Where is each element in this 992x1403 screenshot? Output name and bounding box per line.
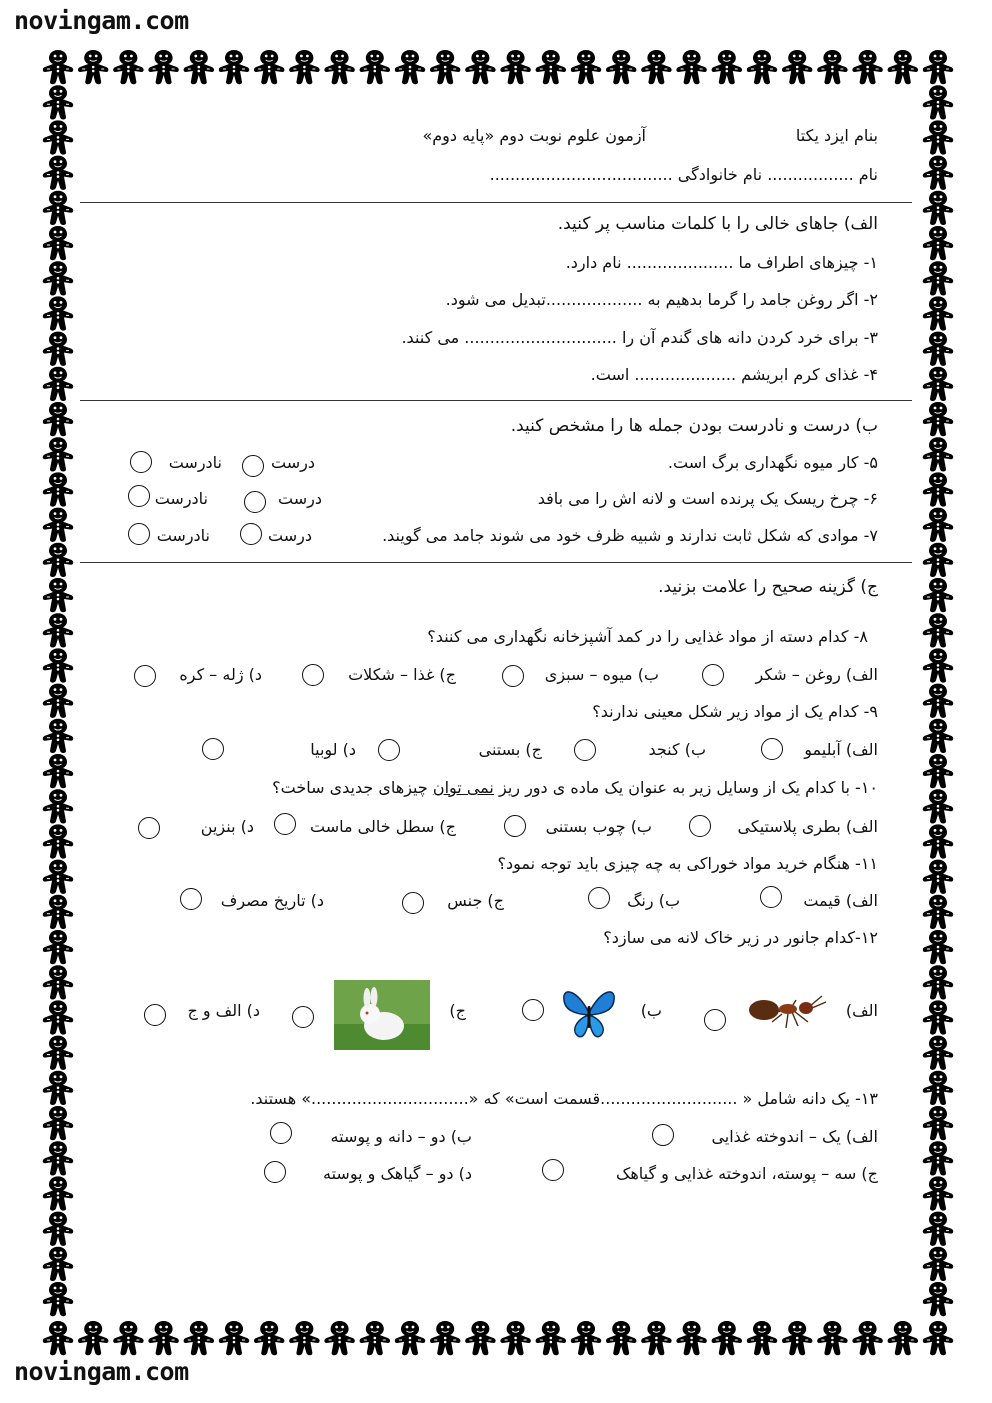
gingerbread-figure bbox=[43, 613, 74, 647]
gingerbread-figure bbox=[148, 50, 179, 84]
question-9: ۹- کدام یک از مواد زیر شکل معینی ندارند؟ bbox=[592, 702, 878, 721]
gingerbread-figure bbox=[43, 930, 74, 964]
gingerbread-figure bbox=[43, 120, 74, 154]
gingerbread-figure bbox=[923, 1141, 954, 1175]
gingerbread-figure bbox=[43, 85, 74, 119]
q9-option-d: د) لوبیا bbox=[310, 740, 356, 759]
underlined-cannot: نمی توان bbox=[432, 778, 494, 797]
exam-title: آزمون علوم نوبت دوم «پایه دوم» bbox=[422, 126, 646, 145]
gingerbread-figure bbox=[465, 1321, 496, 1355]
question-2: ۲- اگر روغن جامد را گرما بدهیم به ...................تبدیل می شود. bbox=[445, 290, 878, 309]
gingerbread-figure bbox=[500, 1321, 531, 1355]
q6-false-radio[interactable] bbox=[128, 485, 150, 507]
gingerbread-figure bbox=[923, 508, 954, 542]
q10-option-d: د) بنزین bbox=[200, 817, 254, 836]
true-label: درست bbox=[271, 453, 315, 472]
q9-option-b-radio[interactable] bbox=[574, 739, 596, 761]
gingerbread-figure bbox=[43, 191, 74, 225]
q8-option-b-radio[interactable] bbox=[502, 665, 524, 687]
q8-option-b: ب) میوه – سبزی bbox=[544, 665, 659, 684]
q10-option-d-radio[interactable] bbox=[138, 817, 160, 839]
gingerbread-figure bbox=[360, 50, 391, 84]
gingerbread-figure bbox=[43, 1106, 74, 1140]
gingerbread-figure bbox=[43, 296, 74, 330]
gingerbread-figure bbox=[782, 1321, 813, 1355]
q12-option-d: د) الف و ج bbox=[187, 1001, 260, 1020]
gingerbread-figure bbox=[923, 930, 954, 964]
gingerbread-figure bbox=[465, 50, 496, 84]
gingerbread-figure bbox=[43, 1321, 74, 1355]
gingerbread-figure bbox=[43, 1036, 74, 1070]
gingerbread-figure bbox=[43, 508, 74, 542]
gingerbread-figure bbox=[923, 789, 954, 823]
gingerbread-figure bbox=[923, 85, 954, 119]
gingerbread-figure bbox=[606, 50, 637, 84]
true-label: درست bbox=[268, 526, 312, 545]
q7-false-radio[interactable] bbox=[128, 523, 150, 545]
q13-option-c: ج) سه – پوسته، اندوخته غذایی و گیاهک bbox=[616, 1164, 878, 1183]
gingerbread-figure bbox=[641, 50, 672, 84]
gingerbread-figure bbox=[606, 1321, 637, 1355]
gingerbread-figure bbox=[43, 226, 74, 260]
gingerbread-figure bbox=[747, 50, 778, 84]
q8-option-c: ج) غذا – شکلات bbox=[348, 665, 456, 684]
gingerbread-figure bbox=[676, 1321, 707, 1355]
false-label: نادرست bbox=[168, 453, 222, 472]
q13-option-c-radio[interactable] bbox=[542, 1159, 564, 1181]
q9-option-b: ب) کنجد bbox=[648, 740, 706, 759]
q12-option-b-radio[interactable] bbox=[522, 999, 544, 1021]
gingerbread-figure bbox=[43, 648, 74, 682]
gingerbread-figure bbox=[78, 1321, 109, 1355]
q9-option-d-radio[interactable] bbox=[202, 738, 224, 760]
q11-option-a: الف) قیمت bbox=[803, 891, 878, 910]
gingerbread-figure bbox=[43, 1176, 74, 1210]
q9-option-a: الف) آبلیمو bbox=[804, 740, 878, 759]
gingerbread-figure bbox=[289, 50, 320, 84]
q10-option-c: ج) سطل خالی ماست bbox=[309, 817, 456, 836]
gingerbread-figure bbox=[923, 120, 954, 154]
gingerbread-figure bbox=[571, 50, 602, 84]
gingerbread-figure bbox=[923, 578, 954, 612]
gingerbread-figure bbox=[923, 402, 954, 436]
gingerbread-figure bbox=[43, 1071, 74, 1105]
q10-option-b-radio[interactable] bbox=[504, 815, 526, 837]
gingerbread-figure bbox=[113, 50, 144, 84]
divider bbox=[80, 562, 912, 563]
gingerbread-figure bbox=[43, 1000, 74, 1034]
gingerbread-figure bbox=[254, 50, 285, 84]
gingerbread-figure bbox=[852, 1321, 883, 1355]
q11-option-b: ب) رنگ bbox=[627, 891, 680, 910]
gingerbread-figure bbox=[43, 1247, 74, 1281]
q7-true-radio[interactable] bbox=[240, 523, 262, 545]
question-12: ۱۲-کدام جانور در زیر خاک لانه می سازد؟ bbox=[603, 928, 878, 947]
q13-option-a-radio[interactable] bbox=[652, 1124, 674, 1146]
q8-option-d: د) ژله – کره bbox=[179, 665, 262, 684]
gingerbread-figure bbox=[43, 50, 74, 84]
gingerbread-figure bbox=[923, 613, 954, 647]
question-11: ۱۱- هنگام خرید مواد خوراکی به چه چیزی باید توجه نمود؟ bbox=[497, 854, 878, 873]
false-label: نادرست bbox=[156, 526, 210, 545]
gingerbread-figure bbox=[536, 1321, 567, 1355]
gingerbread-figure bbox=[43, 472, 74, 506]
gingerbread-figure bbox=[923, 1000, 954, 1034]
q11-option-b-radio[interactable] bbox=[588, 887, 610, 909]
q11-option-c-radio[interactable] bbox=[402, 892, 424, 914]
gingerbread-figure bbox=[923, 648, 954, 682]
gingerbread-figure bbox=[43, 719, 74, 753]
gingerbread-figure bbox=[324, 50, 355, 84]
q13-option-a: الف) یک – اندوخته غذایی bbox=[711, 1127, 878, 1146]
gingerbread-figure bbox=[43, 578, 74, 612]
gingerbread-figure bbox=[923, 1036, 954, 1070]
gingerbread-figure bbox=[923, 719, 954, 753]
q11-option-d: د) تاریخ مصرف bbox=[220, 891, 324, 910]
q9-option-c-radio[interactable] bbox=[378, 739, 400, 761]
gingerbread-figure bbox=[536, 50, 567, 84]
gingerbread-figure bbox=[43, 824, 74, 858]
gingerbread-figure bbox=[923, 226, 954, 260]
gingerbread-figure bbox=[571, 1321, 602, 1355]
q8-option-d-radio[interactable] bbox=[134, 665, 156, 687]
gingerbread-figure bbox=[923, 1071, 954, 1105]
student-name-line: نام ................. نام خانوادگی .................................... bbox=[489, 165, 878, 184]
gingerbread-figure bbox=[923, 472, 954, 506]
question-7: ۷- موادی که شکل ثابت ندارند و شبیه ظرف خود می شوند جامد می گویند. bbox=[382, 526, 878, 545]
q11-option-d-radio[interactable] bbox=[180, 888, 202, 910]
gingerbread-figure bbox=[923, 50, 954, 84]
gingerbread-figure bbox=[923, 367, 954, 401]
q12-option-b: ب) bbox=[640, 1001, 662, 1020]
q12-option-c: ج) bbox=[449, 1001, 466, 1020]
q11-option-a-radio[interactable] bbox=[760, 886, 782, 908]
gingerbread-figure bbox=[923, 1282, 954, 1316]
q10-option-a: الف) بطری پلاستیکی bbox=[737, 817, 878, 836]
watermark-top: novingam.com bbox=[14, 6, 189, 35]
gingerbread-figure bbox=[712, 50, 743, 84]
gingerbread-figure bbox=[395, 50, 426, 84]
gingerbread-figure bbox=[43, 895, 74, 929]
q8-option-a: الف) روغن – شکر bbox=[755, 665, 878, 684]
section-a-title: الف) جاهای خالی را با کلمات مناسب پر کنید. bbox=[557, 214, 878, 234]
gingerbread-figure bbox=[923, 965, 954, 999]
gingerbread-figure bbox=[923, 296, 954, 330]
gingerbread-figure bbox=[43, 543, 74, 577]
q12-option-a-radio[interactable] bbox=[704, 1009, 726, 1031]
gingerbread-figure bbox=[395, 1321, 426, 1355]
section-c-title: ج) گزینه صحیح را علامت بزنید. bbox=[658, 577, 878, 597]
gingerbread-figure bbox=[148, 1321, 179, 1355]
gingerbread-figure bbox=[676, 50, 707, 84]
q10-option-a-radio[interactable] bbox=[689, 815, 711, 837]
question-13: ۱۳- یک دانه شامل « ...........................قسمت است» که «...............................» هستند. bbox=[250, 1089, 878, 1108]
gingerbread-figure bbox=[43, 261, 74, 295]
basmala: بنام ایزد یکتا bbox=[795, 126, 878, 145]
exam-page bbox=[72, 110, 912, 1315]
gingerbread-figure bbox=[43, 367, 74, 401]
gingerbread-figure bbox=[184, 1321, 215, 1355]
gingerbread-figure bbox=[43, 1212, 74, 1246]
q6-true-radio[interactable] bbox=[244, 491, 266, 513]
q10-option-b: ب) چوب بستنی bbox=[545, 817, 652, 836]
gingerbread-figure bbox=[43, 754, 74, 788]
gingerbread-figure bbox=[78, 50, 109, 84]
gingerbread-figure bbox=[923, 1176, 954, 1210]
gingerbread-figure bbox=[219, 50, 250, 84]
gingerbread-figure bbox=[747, 1321, 778, 1355]
q5-false-radio[interactable] bbox=[130, 451, 152, 473]
question-10: ۱۰- با کدام یک از وسایل زیر به عنوان یک ماده ی دور ریز نمی توان چیزهای جدیدی ساخت؟ bbox=[272, 778, 878, 797]
gingerbread-figure bbox=[923, 895, 954, 929]
question-8: ۸- کدام دسته از مواد غذایی را در کمد آشپزخانه نگهداری می کنند؟ bbox=[427, 627, 868, 646]
q10-option-c-radio[interactable] bbox=[274, 813, 296, 835]
ant-photo bbox=[736, 978, 832, 1042]
gingerbread-figure bbox=[430, 1321, 461, 1355]
q8-option-a-radio[interactable] bbox=[702, 664, 724, 686]
gingerbread-figure bbox=[43, 684, 74, 718]
q9-option-c: ج) بستنی bbox=[478, 740, 542, 759]
gingerbread-figure bbox=[923, 754, 954, 788]
gingerbread-figure bbox=[500, 50, 531, 84]
q13-option-d-radio[interactable] bbox=[264, 1161, 286, 1183]
gingerbread-figure bbox=[923, 156, 954, 190]
q12-option-d-radio[interactable] bbox=[144, 1004, 166, 1026]
gingerbread-figure bbox=[43, 965, 74, 999]
gingerbread-figure bbox=[360, 1321, 391, 1355]
gingerbread-figure bbox=[817, 1321, 848, 1355]
question-1: ۱- چیزهای اطراف ما ..................... نام دارد. bbox=[565, 253, 878, 272]
gingerbread-figure bbox=[43, 860, 74, 894]
gingerbread-figure bbox=[43, 789, 74, 823]
gingerbread-figure bbox=[923, 1212, 954, 1246]
divider bbox=[80, 202, 912, 203]
gingerbread-figure bbox=[113, 1321, 144, 1355]
watermark-bottom: novingam.com bbox=[14, 1357, 189, 1386]
gingerbread-figure bbox=[923, 1106, 954, 1140]
gingerbread-figure bbox=[43, 332, 74, 366]
gingerbread-figure bbox=[923, 1321, 954, 1355]
butterfly-photo bbox=[558, 982, 620, 1044]
gingerbread-figure bbox=[430, 50, 461, 84]
gingerbread-figure bbox=[923, 824, 954, 858]
gingerbread-figure bbox=[923, 191, 954, 225]
gingerbread-figure bbox=[923, 1247, 954, 1281]
gingerbread-figure bbox=[712, 1321, 743, 1355]
q8-option-c-radio[interactable] bbox=[302, 664, 324, 686]
gingerbread-figure bbox=[184, 50, 215, 84]
gingerbread-figure bbox=[888, 1321, 919, 1355]
q5-true-radio[interactable] bbox=[242, 455, 264, 477]
gingerbread-figure bbox=[852, 50, 883, 84]
q12-option-a: الف) bbox=[845, 1001, 878, 1020]
gingerbread-figure bbox=[888, 50, 919, 84]
question-6: ۶- چرخ ریسک یک پرنده است و لانه اش را می بافد bbox=[537, 489, 878, 508]
q9-option-a-radio[interactable] bbox=[761, 738, 783, 760]
gingerbread-figure bbox=[43, 402, 74, 436]
divider bbox=[80, 400, 912, 401]
gingerbread-figure bbox=[43, 437, 74, 471]
gingerbread-figure bbox=[923, 437, 954, 471]
gingerbread-figure bbox=[324, 1321, 355, 1355]
gingerbread-figure bbox=[923, 543, 954, 577]
gingerbread-figure bbox=[817, 50, 848, 84]
q12-option-c-radio[interactable] bbox=[292, 1006, 314, 1028]
rabbit-photo bbox=[334, 980, 430, 1050]
gingerbread-figure bbox=[782, 50, 813, 84]
true-label: درست bbox=[278, 489, 322, 508]
question-5: ۵- کار میوه نگهداری برگ است. bbox=[667, 453, 878, 472]
question-3: ۳- برای خرد کردن دانه های گندم آن را .............................. می کنند. bbox=[401, 328, 878, 347]
gingerbread-figure bbox=[254, 1321, 285, 1355]
gingerbread-figure bbox=[923, 684, 954, 718]
gingerbread-figure bbox=[219, 1321, 250, 1355]
gingerbread-figure bbox=[923, 261, 954, 295]
gingerbread-figure bbox=[923, 860, 954, 894]
gingerbread-figure bbox=[289, 1321, 320, 1355]
false-label: نادرست bbox=[154, 489, 208, 508]
section-b-title: ب) درست و نادرست بودن جمله ها را مشخص کنید. bbox=[510, 416, 878, 436]
gingerbread-figure bbox=[43, 1282, 74, 1316]
gingerbread-figure bbox=[43, 1141, 74, 1175]
gingerbread-figure bbox=[43, 156, 74, 190]
question-4: ۴- غذای کرم ابریشم .................... است. bbox=[590, 365, 878, 384]
q11-option-c: ج) جنس bbox=[447, 891, 504, 910]
gingerbread-figure bbox=[923, 332, 954, 366]
gingerbread-figure bbox=[641, 1321, 672, 1355]
q13-option-d: د) دو – گیاهک و پوسته bbox=[323, 1164, 472, 1183]
q13-option-b: ب) دو – دانه و پوسته bbox=[330, 1127, 472, 1146]
q13-option-b-radio[interactable] bbox=[270, 1122, 292, 1144]
